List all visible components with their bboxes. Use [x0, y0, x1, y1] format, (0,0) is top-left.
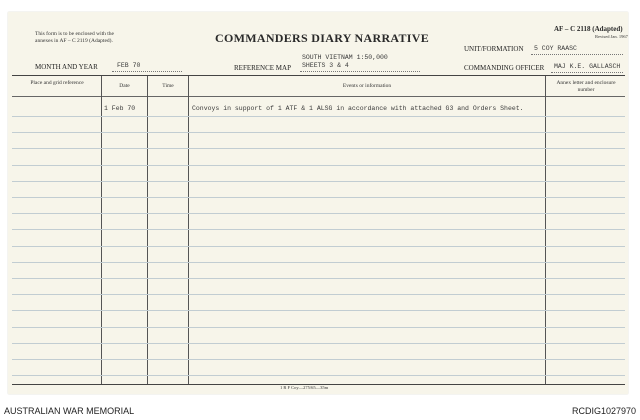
col-divider-time [188, 76, 189, 384]
month-year-underline [112, 71, 182, 72]
ruled-line [12, 197, 625, 198]
unit-formation-underline [531, 54, 623, 55]
reference-map-label: REFERENCE MAP [234, 64, 291, 72]
ruled-line [12, 246, 625, 247]
col-divider-place [101, 76, 102, 384]
reference-map-line1: SOUTH VIETNAM 1:50,000 [302, 54, 388, 61]
month-year-value: FEB 70 [117, 62, 141, 69]
unit-formation-value: 5 COY RAASC [534, 45, 577, 52]
header-date: Date [119, 83, 130, 89]
ruled-line [12, 213, 625, 214]
ruled-line [12, 343, 625, 344]
month-year-label: MONTH AND YEAR [35, 63, 98, 71]
ruled-line [12, 375, 625, 376]
revised-date: Revised Jan. 1967 [595, 34, 628, 39]
form-title: COMMANDERS DIARY NARRATIVE [215, 31, 430, 45]
archive-name: AUSTRALIAN WAR MEMORIAL [4, 406, 135, 416]
header-place: Place and grid reference [30, 80, 84, 86]
ruled-line [12, 294, 625, 295]
row-events: Convoys in support of 1 ATF & 1 ALSG in accordance with attached G3 and Orders Sheet. [192, 105, 524, 112]
col-divider-events [545, 76, 546, 384]
enclosure-note-line2: annexes in AF – C 2119 (Adapted). [35, 38, 113, 44]
header-annex: Annex letter and enclosure number [556, 80, 616, 93]
diary-form-sheet [8, 12, 628, 394]
unit-formation-label: UNIT/FORMATION [464, 45, 524, 53]
header-rule [12, 96, 625, 97]
ruled-line [12, 132, 625, 133]
ruled-line [12, 359, 625, 360]
ruled-line [12, 181, 625, 182]
ruled-line [12, 116, 625, 117]
row-date: 1 Feb 70 [104, 105, 136, 112]
archive-footer [0, 400, 640, 420]
reference-map-underline [300, 71, 420, 72]
reference-map-line2: SHEETS 3 & 4 [302, 62, 349, 69]
commanding-officer-value: MAJ K.E. GALLASCH [554, 63, 621, 70]
ruled-line [12, 327, 625, 328]
ruled-line [12, 148, 625, 149]
header-events: Events or information [342, 83, 392, 89]
form-number: AF – C 2118 (Adapted) [554, 25, 623, 33]
col-divider-date [147, 76, 148, 384]
ruled-line [12, 229, 625, 230]
archive-id: RCDIG1027970 [571, 406, 636, 416]
commanding-officer-underline [551, 72, 623, 73]
commanding-officer-label: COMMANDING OFFICER [464, 64, 545, 72]
enclosure-note-line1: This form is to be enclosed with the [35, 31, 114, 37]
ruled-line [12, 262, 625, 263]
print-note: 1 R F Coy—275/65—35m [280, 385, 329, 390]
ruled-line [12, 278, 625, 279]
diary-table [12, 75, 625, 385]
ruled-line [12, 310, 625, 311]
header-time: Time [162, 83, 174, 89]
ruled-line [12, 165, 625, 166]
